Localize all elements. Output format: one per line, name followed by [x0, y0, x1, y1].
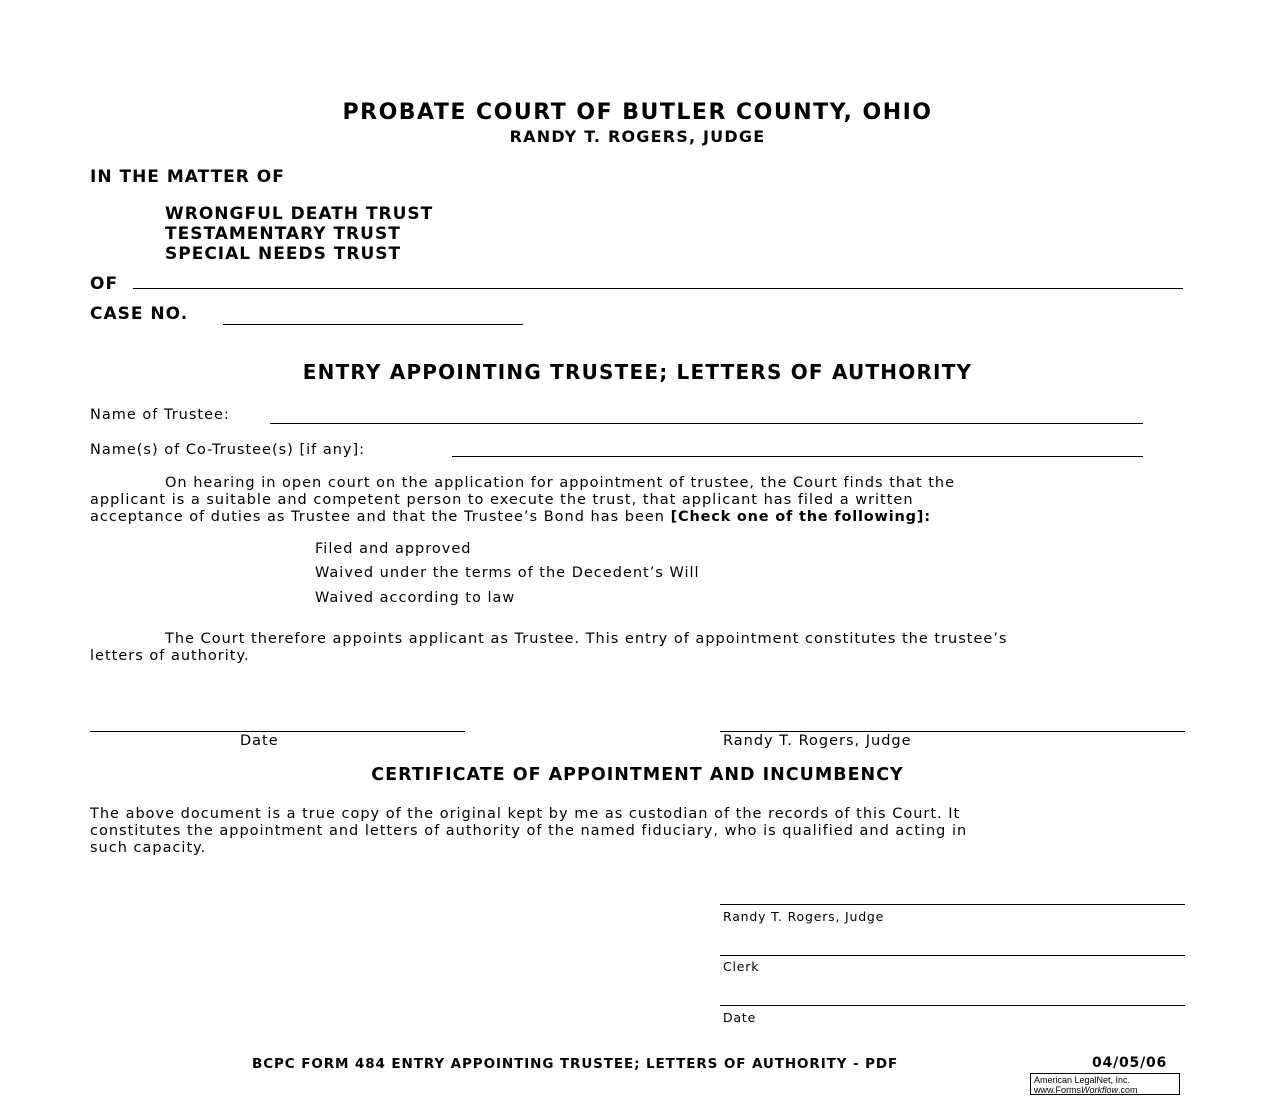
form-revision-date: 04/05/06 — [1092, 1055, 1168, 1071]
certificate-judge-signature-label: Randy T. Rogers, Judge — [723, 909, 885, 924]
clerk-signature-line[interactable] — [720, 955, 1185, 956]
certificate-line-2: constitutes the appointment and letters of authority of the named fiduciary, who is qualified and acting in — [90, 823, 968, 839]
certificate-judge-signature-line[interactable] — [720, 904, 1185, 905]
entry-title: ENTRY APPOINTING TRUSTEE; LETTERS OF AUTHORITY — [302, 360, 973, 384]
entry-date-line[interactable] — [90, 731, 465, 732]
of-name-line[interactable] — [133, 288, 1183, 289]
bond-option-waived-law[interactable]: Waived according to law — [315, 590, 516, 606]
appointment-line-2: letters of authority. — [90, 648, 250, 664]
bond-option-filed[interactable]: Filed and approved — [315, 541, 472, 557]
certificate-date-line[interactable] — [720, 1005, 1185, 1006]
clerk-label: Clerk — [723, 959, 760, 974]
finding-line-1: On hearing in open court on the application for appointment of trustee, the Court finds that the — [165, 475, 956, 491]
form-footer-title: BCPC FORM 484 ENTRY APPOINTING TRUSTEE; LETTERS OF AUTHORITY - PDF — [252, 1056, 899, 1072]
cotrustee-name-label: Name(s) of Co-Trustee(s) [if any]: — [90, 442, 366, 458]
check-one-instruction: [Check one of the following]: — [670, 509, 931, 525]
certificate-title: CERTIFICATE OF APPOINTMENT AND INCUMBENCY — [371, 765, 904, 785]
trust-option-wrongful-death: WRONGFUL DEATH TRUST — [165, 204, 434, 224]
legalnet-stamp — [1030, 1073, 1180, 1095]
case-no-line[interactable] — [223, 324, 523, 325]
judge-subtitle: RANDY T. ROGERS, JUDGE — [509, 127, 766, 146]
certificate-date-label: Date — [723, 1010, 757, 1025]
appointment-paragraph — [90, 631, 1007, 665]
entry-judge-signature-line[interactable] — [720, 731, 1185, 732]
trust-option-special-needs: SPECIAL NEEDS TRUST — [165, 244, 402, 264]
cotrustee-name-line[interactable] — [452, 456, 1143, 457]
bond-option-waived-will[interactable]: Waived under the terms of the Decedent’s Will — [315, 565, 700, 581]
stamp-website — [1034, 1085, 1176, 1095]
case-no-label: CASE NO. — [90, 304, 189, 324]
entry-date-label: Date — [240, 733, 279, 749]
trust-option-testamentary: TESTAMENTARY TRUST — [165, 224, 401, 244]
of-label: OF — [90, 274, 119, 294]
finding-line-3 — [90, 509, 955, 526]
finding-line-2: applicant is a suitable and competent person to execute the trust, that applicant has filed a written — [90, 492, 914, 508]
stamp-website-b: Workflow — [1081, 1085, 1119, 1095]
certificate-line-3: such capacity. — [90, 840, 207, 856]
in-the-matter-label: IN THE MATTER OF — [90, 167, 285, 187]
certificate-line-1: The above document is a true copy of the original kept by me as custodian of the records of this Court. It — [90, 806, 961, 822]
stamp-website-a: www.Forms — [1034, 1085, 1081, 1095]
trustee-name-line[interactable] — [270, 423, 1143, 424]
entry-judge-signature-label: Randy T. Rogers, Judge — [723, 733, 912, 749]
court-title: PROBATE COURT OF BUTLER COUNTY, OHIO — [342, 100, 933, 125]
stamp-company: American LegalNet, Inc. — [1034, 1075, 1131, 1085]
appointment-line-1: The Court therefore appoints applicant as Trustee. This entry of appointment constitutes the trustee’s — [165, 631, 1008, 647]
finding-paragraph — [90, 475, 955, 526]
trustee-name-label: Name of Trustee: — [90, 407, 230, 423]
finding-line-3-text: acceptance of duties as Trustee and that the Trustee’s Bond has been — [90, 509, 671, 525]
stamp-website-c: .com — [1118, 1085, 1138, 1095]
certificate-paragraph — [90, 806, 967, 857]
